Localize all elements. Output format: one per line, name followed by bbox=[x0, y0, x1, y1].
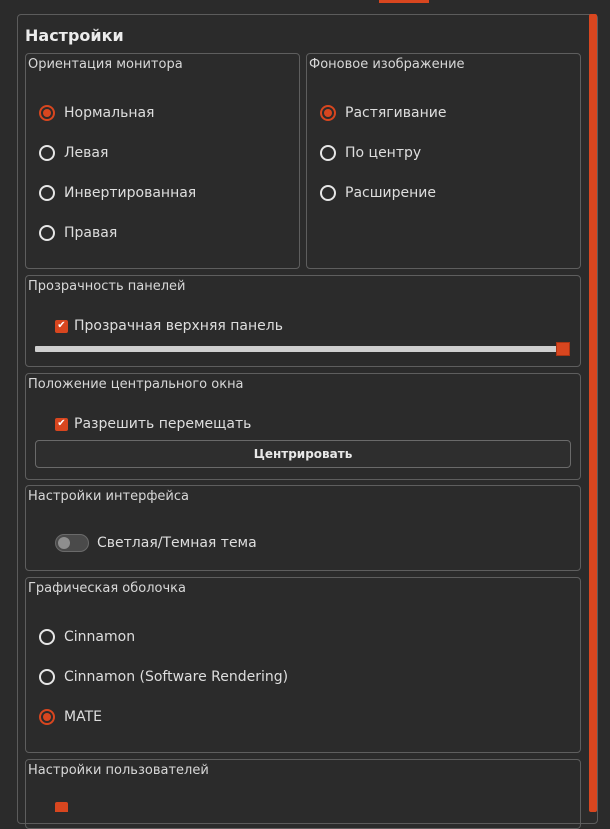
graphical-shell-group bbox=[25, 577, 581, 753]
group-label: Фоновое изображение bbox=[309, 57, 465, 72]
radio-icon bbox=[39, 629, 55, 645]
partial-checkbox-icon[interactable] bbox=[55, 802, 68, 812]
radio-orientation-inverted[interactable]: Инвертированная bbox=[39, 185, 196, 201]
transparency-slider-track[interactable] bbox=[35, 346, 557, 352]
theme-toggle[interactable]: Светлая/Темная тема bbox=[55, 534, 257, 552]
radio-icon bbox=[39, 185, 55, 201]
toggle-switch-icon bbox=[55, 534, 89, 552]
radio-orientation-right[interactable]: Правая bbox=[39, 225, 117, 241]
checkmark-icon: ✔ bbox=[55, 418, 68, 431]
radio-icon bbox=[39, 145, 55, 161]
transparency-slider-handle[interactable] bbox=[556, 342, 570, 356]
interface-settings-group bbox=[25, 485, 581, 571]
user-settings-group bbox=[25, 759, 581, 829]
group-label: Графическая оболочка bbox=[28, 581, 186, 596]
checkmark-icon: ✔ bbox=[55, 320, 68, 333]
group-label: Настройки пользователей bbox=[28, 763, 209, 778]
group-label: Прозрачность панелей bbox=[28, 279, 186, 294]
radio-selected-icon bbox=[39, 709, 55, 725]
radio-selected-icon bbox=[39, 105, 55, 121]
radio-icon bbox=[39, 669, 55, 685]
vertical-scrollbar[interactable] bbox=[589, 14, 597, 812]
radio-icon bbox=[320, 185, 336, 201]
group-label: Положение центрального окна bbox=[28, 377, 244, 392]
checkbox-transparent-top-panel[interactable]: ✔ Прозрачная верхняя панель bbox=[55, 318, 283, 334]
page-title: Настройки bbox=[25, 26, 124, 45]
center-window-button[interactable]: Центрировать bbox=[35, 440, 571, 468]
radio-selected-icon bbox=[320, 105, 336, 121]
radio-icon bbox=[320, 145, 336, 161]
radio-icon bbox=[39, 225, 55, 241]
radio-shell-cinnamon[interactable]: Cinnamon bbox=[39, 629, 135, 645]
radio-orientation-normal[interactable]: Нормальная bbox=[39, 105, 154, 121]
radio-background-stretch[interactable]: Растягивание bbox=[320, 105, 446, 121]
group-label: Ориентация монитора bbox=[28, 57, 183, 72]
group-label: Настройки интерфейса bbox=[28, 489, 189, 504]
checkbox-allow-move[interactable]: ✔ Разрешить перемещать bbox=[55, 416, 251, 432]
radio-background-extend[interactable]: Расширение bbox=[320, 185, 436, 201]
background-image-group bbox=[306, 53, 581, 269]
radio-background-center[interactable]: По центру bbox=[320, 145, 421, 161]
radio-shell-cinnamon-software[interactable]: Cinnamon (Software Rendering) bbox=[39, 669, 288, 685]
radio-orientation-left[interactable]: Левая bbox=[39, 145, 108, 161]
radio-shell-mate[interactable]: MATE bbox=[39, 709, 102, 725]
top-accent-line bbox=[379, 0, 429, 3]
